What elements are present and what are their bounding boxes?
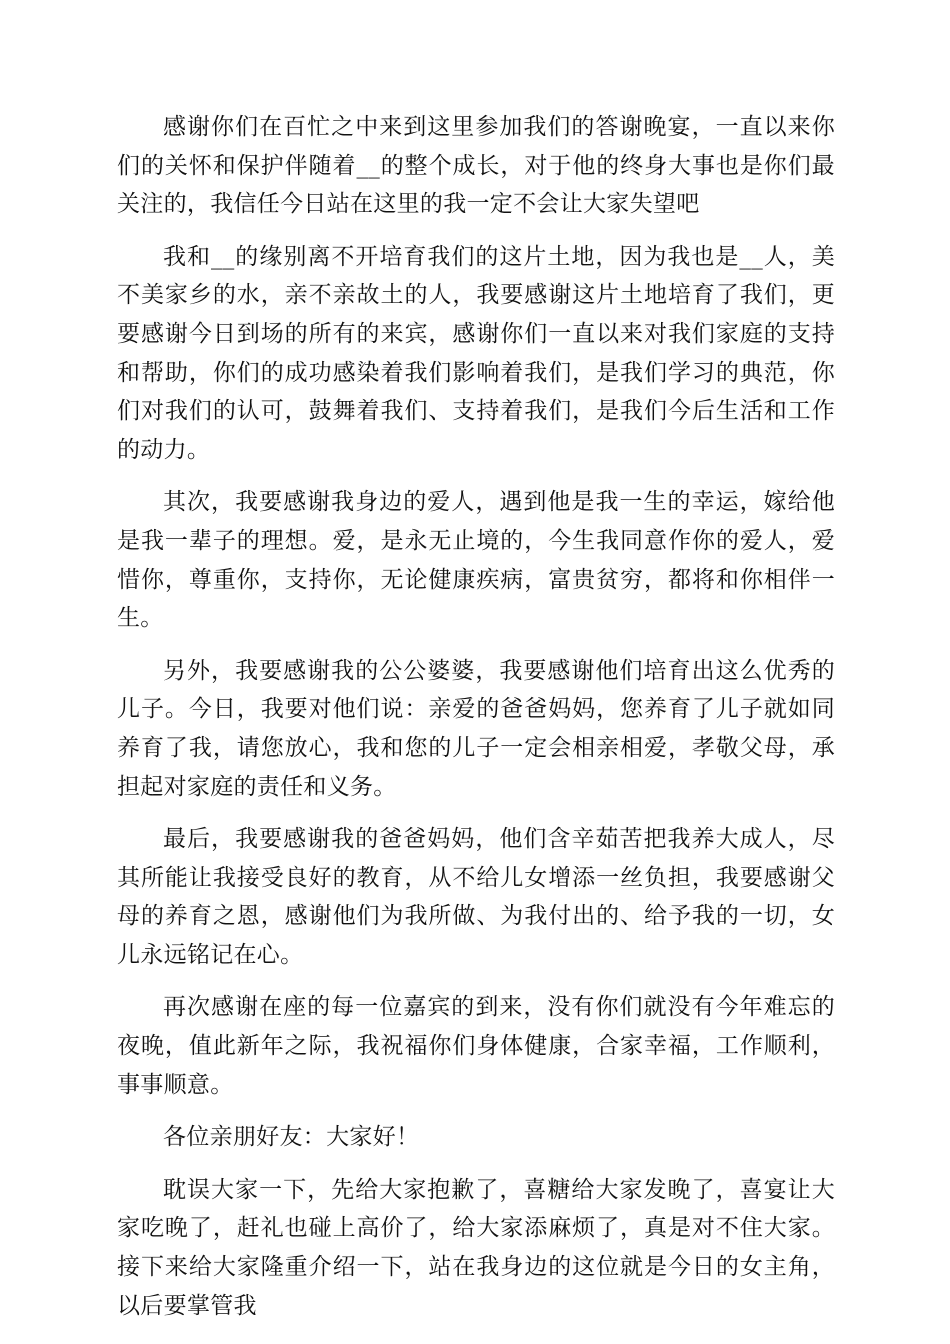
document-body (117, 108, 835, 1339)
paragraph-8: 耽误大家一下，先给大家抱歉了，喜糖给大家发晚了，喜宴让大家吃晚了，赶礼也碰上高价了，给大家添麻烦了，真是对不住大家。接下来给大家隆重介绍一下，站在我身边的这位就是今日的女主角，以后要掌管我 (117, 1176, 835, 1319)
greeting-line: 各位亲朋好友：大家好！ (163, 1124, 420, 1151)
paragraph-5: 最后，我要感谢我的爸爸妈妈，他们含辛茹苦把我养大成人，尽其所能让我接受良好的教育，从不给儿女增添一丝负担，我要感谢父母的养育之恩，感谢他们为我所做、为我付出的、给予我的一切，女儿永远铭记在心。 (117, 826, 835, 968)
paragraph-4: 另外，我要感谢我的公公婆婆，我要感谢他们培育出这么优秀的儿子。今日，我要对他们说：亲爱的爸爸妈妈，您养育了儿子就如同养育了我，请您放心，我和您的儿子一定会相亲相爱，孝敬父母，承担起对家庭的责任和义务。 (117, 657, 835, 800)
paragraph-6: 再次感谢在座的每一位嘉宾的到来，没有你们就没有今年难忘的夜晚，值此新年之际，我祝福你们身体健康，合家幸福，工作顺利，事事顺意。 (117, 994, 835, 1098)
paragraph-2: 我和__的缘别离不开培育我们的这片土地，因为我也是__人，美不美家乡的水，亲不亲故土的人，我要感谢这片土地培育了我们，更要感谢今日到场的所有的来宾，感谢你们一直以来对我们家庭的支持和帮助，你们的成功感染着我们影响着我们，是我们学习的典范，你们对我们的认可，鼓舞着我们、支持着我们，是我们今后生活和工作的动力。 (117, 243, 835, 463)
paragraph-1: 感谢你们在百忙之中来到这里参加我们的答谢晚宴，一直以来你们的关怀和保护伴随着__的整个成长，对于他的终身大事也是你们最关注的，我信任今日站在这里的我一定不会让大家失望吧 (117, 114, 835, 218)
paragraph-3: 其次，我要感谢我身边的爱人，遇到他是我一生的幸运，嫁给他是我一辈子的理想。爱，是永无止境的，今生我同意作你的爱人，爱惜你，尊重你，支持你，无论健康疾病，富贵贫穷，都将和你相伴一生。 (117, 489, 835, 632)
